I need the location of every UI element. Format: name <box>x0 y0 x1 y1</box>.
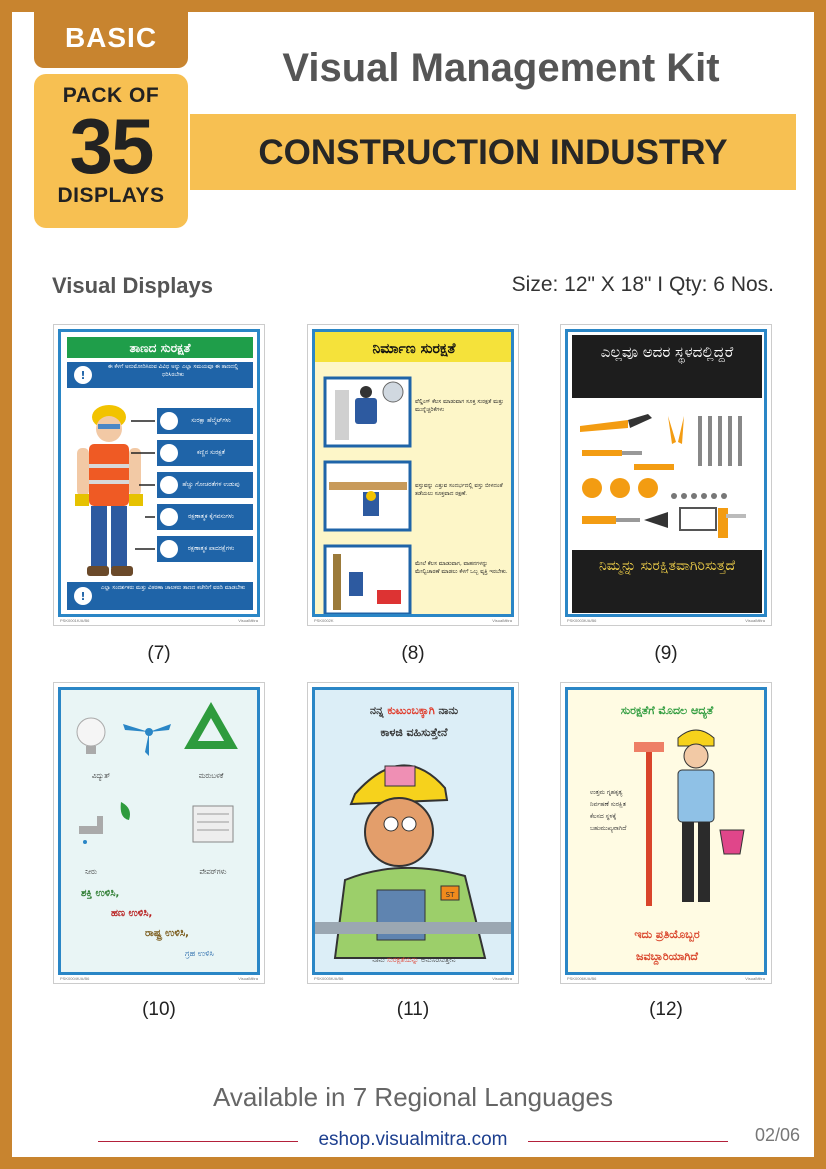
pack-bottom-label: DISPLAYS <box>57 184 165 207</box>
poster-12-code: PSK0006K/A/B6 <box>567 976 597 981</box>
languages-note: Available in 7 Regional Languages <box>213 1082 613 1112</box>
poster-10-line-3: ರಾಷ್ಟ್ರ ಉಳಿಸಿ, <box>145 928 189 939</box>
poster-12-heading: ಸುರಕ್ಷತೆಗೆ ಮೊದಲ ಆದ್ಯತೆ <box>620 704 714 717</box>
poster-11-footer: ನಾನು ಸುರಕ್ಷತೆಯನ್ನು ಅನುಸರಿಸುತ್ತೇನೆ <box>372 956 456 964</box>
poster-11-code: PSK0005K/A/B6 <box>314 976 344 981</box>
poster-8-caption: (8) <box>401 643 425 664</box>
poster-11[interactable] <box>307 682 519 984</box>
poster-10-label-3: ನೀರು <box>85 868 97 876</box>
poster-7[interactable] <box>53 324 265 626</box>
poster-9-code: PSK0003K/A/B6 <box>567 618 597 623</box>
poster-10-caption: (10) <box>142 999 176 1020</box>
poster-11-badge: ST <box>445 891 455 899</box>
eshop-link[interactable]: eshop.visualmitra.com <box>318 1129 508 1150</box>
poster-8-art <box>315 332 513 617</box>
poster-12-side-1: ಉತ್ತಮ ಗೃಹಕೃತ್ಯ <box>590 789 623 796</box>
poster-12-side-3: ಕೆಲಸದ ಸ್ಥಳಕ್ಕೆ <box>590 813 617 820</box>
poster-12-footer-2: ಜವಬ್ದಾರಿಯಾಗಿದೆ <box>636 950 698 963</box>
poster-10-label-2: ಮರುಬಳಕೆ <box>198 772 224 780</box>
poster-10-art <box>61 690 259 975</box>
poster-7-art <box>61 332 259 617</box>
poster-9-art <box>568 332 766 617</box>
poster-12-brand: VisualMitra <box>745 976 765 981</box>
poster-7-item-1: ಸುರಕ್ಷಾ ಹೆಲ್ಮೆಟ್‌ಗಳು <box>191 417 231 424</box>
poster-7-item-5: ರಕ್ಷಣಾತ್ಮಕ ಪಾದರಕ್ಷೆಗಳು <box>187 545 235 552</box>
rule-right <box>528 1141 728 1142</box>
poster-8-item-3: ಮೇಲೆ ಕೆಲಸ ಮಾಡುವಾಗ, ವಾಹನಗಳನ್ನು ಮೇಲ್ವಿಚಾರಣೆ ಮಾಡಲು ಕೆಳಗೆ ಒಬ್ಬ ವ್ಯಕ್ತಿ ಇರಬೇಕು. <box>415 561 508 575</box>
poster-11-heading-line1: ನನ್ನ ಕುಟುಂಬಕ್ಕಾಗಿ ನಾನು <box>369 704 459 717</box>
poster-12-caption: (12) <box>649 999 683 1020</box>
poster-8[interactable] <box>307 324 519 626</box>
poster-8-item-2: ವಸ್ತುವನ್ನು ಎತ್ತುವ ಸಂದರ್ಭದಲ್ಲಿ ವಸ್ತು ಬೀಳದಂತೆ ತಡೆಯಲು ಸೂಕ್ತವಾದ ರಕ್ಷಣೆ. <box>415 483 503 497</box>
poster-9-footer: ನಿಮ್ಮನ್ನು ಸುರಕ್ಷಿತವಾಗಿರಿಸುತ್ತದೆ <box>598 558 736 574</box>
poster-7-code: PSK0001K/A/B6 <box>60 618 90 623</box>
svg-text:!: ! <box>80 590 86 603</box>
pack-count: 35 <box>69 102 153 190</box>
poster-12-footer-1: ಇದು ಪ್ರತಿಯೊಬ್ಬರ <box>634 928 700 941</box>
poster-7-caption: (7) <box>147 643 171 664</box>
poster-10[interactable] <box>53 682 265 984</box>
section-label: Visual Displays <box>52 273 214 298</box>
page-number: 02/06 <box>754 1125 800 1145</box>
poster-10-line-1: ಶಕ್ತಿ ಉಳಿಸಿ, <box>81 888 120 899</box>
poster-7-item-2: ಕಣ್ಣಿನ ಸುರಕ್ಷತೆ <box>197 449 225 456</box>
poster-10-label-4: ಪೇಪರ್‌ಗಳು <box>199 868 227 876</box>
poster-11-caption: (11) <box>396 999 430 1020</box>
kit-page <box>12 12 814 1157</box>
industry-banner: CONSTRUCTION INDUSTRY <box>190 114 796 190</box>
poster-8-item-1: ವೆಲ್ಡಿಂಗ್ ಕೆಲಸ ಮಾಡುವಾಗ ಸೂಕ್ತ ಸುರಕ್ಷತೆ ಮತ್ತು ಮುನ್ನೆಚ್ಚರಿಕೆಗಳು <box>415 399 504 413</box>
poster-12-side-4: ಬಹುಮುಖ್ಯವಾಗಿದೆ <box>590 825 627 832</box>
poster-7-item-4: ರಕ್ಷಣಾತ್ಮಕ ಕೈಗವಸುಗಳು <box>188 513 234 520</box>
poster-9[interactable] <box>560 324 772 626</box>
poster-9-heading: ಎಲ್ಲವೂ ಅದರ ಸ್ಥಳದಲ್ಲಿದ್ದರೆ <box>600 343 734 361</box>
poster-8-code: PSK0002K <box>314 618 334 623</box>
poster-8-brand: VisualMitra <box>492 618 512 623</box>
poster-10-brand: VisualMitra <box>238 976 258 981</box>
pack-badge <box>34 74 188 228</box>
poster-10-line-2: ಹಣ ಉಳಿಸಿ, <box>111 908 153 919</box>
poster-11-heading-line2: ಕಾಳಜಿ ವಹಿಸುತ್ತೇನೆ <box>380 726 448 739</box>
tier-tab: BASIC <box>34 12 188 68</box>
poster-7-heading: ತಾಣದ ಸುರಕ್ಷತೆ <box>129 341 191 355</box>
poster-8-heading: ನಿರ್ಮಾಣ ಸುರಕ್ಷತೆ <box>372 341 456 357</box>
poster-9-caption: (9) <box>654 643 678 664</box>
poster-10-code: PSK0004K/A/B6 <box>60 976 90 981</box>
poster-9-brand: VisualMitra <box>745 618 765 623</box>
papers-icon <box>193 806 233 842</box>
poster-11-art <box>315 690 513 975</box>
svg-text:!: ! <box>80 369 86 382</box>
poster-10-label-1: ವಿದ್ಯುತ್ <box>91 772 111 780</box>
poster-12-art <box>568 690 766 975</box>
page-title: Visual Management Kit <box>282 46 720 90</box>
poster-7-item-3: ಹೆಚ್ಚು ಗೋಚರತೆಗಳ ಉಡುಪು <box>182 481 240 488</box>
size-info: Size: 12" X 18" I Qty: 6 Nos. <box>511 273 774 296</box>
poster-12[interactable] <box>560 682 772 984</box>
poster-7-footer: ಎಲ್ಲಾ ಸಂದರ್ಶಕರು ಮತ್ತು ವಿತರಣಾ ಚಾಲಕರು ತಾಣದ ಕಚೇರಿಗೆ ವರದಿ ಮಾಡಬೇಕು <box>100 585 246 591</box>
poster-11-brand: VisualMitra <box>492 976 512 981</box>
poster-7-brand: VisualMitra <box>238 618 258 623</box>
pack-top-label: PACK OF <box>62 84 160 107</box>
poster-10-line-4: ಗ್ರಹ ಉಳಿಸಿ <box>185 949 214 958</box>
poster-7-intro: ಈ ಕೆಳಗೆ ಅನುಮೋದಿಸಿರುವ ವಿವಿಧ ಅನ್ನು ಎಲ್ಲಾ ಸಮಯವೂ ಈ ತಾಣದಲ್ಲಿ ಧರಿಸಿರಬೇಕು <box>107 364 239 378</box>
poster-12-side-2: ನಿರ್ವಹಣೆ ಸುರಕ್ಷಿತ <box>590 801 626 808</box>
